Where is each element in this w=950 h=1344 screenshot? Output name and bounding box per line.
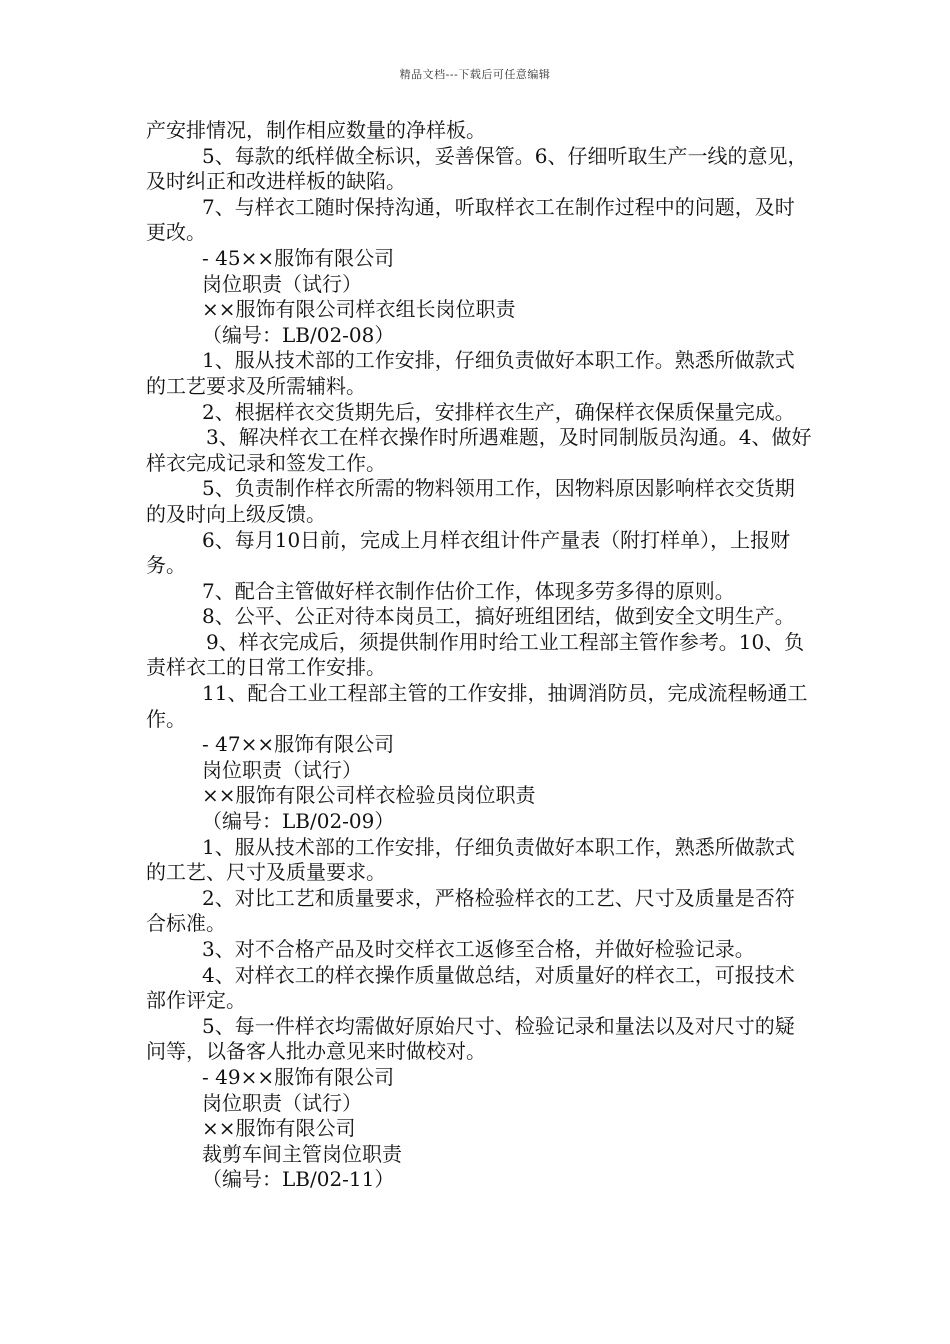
paragraph: 5、每一件样衣均需做好原始尺寸、检验记录和量法以及对尺寸的疑问等，以备客人批办意见来时做校对。 <box>146 1013 795 1064</box>
section-subtitle: 岗位职责（试行） <box>202 271 362 296</box>
document-body <box>146 118 814 1193</box>
paragraph: 8、公平、公正对待本岗员工，搞好班组团结，做到安全文明生产。 <box>202 604 795 629</box>
paragraph: 1、服从技术部的工作安排，仔细负责做好本职工作，熟悉所做款式的工艺、尺寸及质量要求。 <box>146 834 795 885</box>
paragraph: 7、与样衣工随时保持沟通，听取样衣工在制作过程中的问题，及时更改。 <box>146 194 795 245</box>
paragraph: 产安排情况，制作相应数量的净样板。 <box>146 118 486 142</box>
section-number-company: - 45××服饰有限公司 <box>202 245 395 270</box>
paragraph: 6、每月10日前，完成上月样衣组计件产量表（附打样单），上报财务。 <box>146 527 791 578</box>
paragraph: 2、对比工艺和质量要求，严格检验样衣的工艺、尺寸及质量是否符合标准。 <box>146 885 795 936</box>
paragraph: 9、样衣完成后，须提供制作用时给工业工程部主管作参考。10、负责样衣工的日常工作安排。 <box>146 629 805 680</box>
paragraph: 11、配合工业工程部主管的工作安排，抽调消防员，完成流程畅通工作。 <box>146 681 808 731</box>
page-header: 精品文档---下载后可任意编辑 <box>399 68 551 81</box>
section-title: ××服饰有限公司样衣检验员岗位职责 <box>202 783 536 808</box>
section-code: （编号：LB/02-11） <box>202 1167 395 1192</box>
section-number-company: - 49××服饰有限公司 <box>202 1064 395 1089</box>
paragraph: 3、解决样衣工在样衣操作时所遇难题，及时同制版员沟通。4、做好样衣完成记录和签发工作。 <box>146 425 812 475</box>
section-subtitle: 岗位职责（试行） <box>202 757 362 782</box>
paragraph: 1、服从技术部的工作安排，仔细负责做好本职工作。熟悉所做款式的工艺要求及所需辅料。 <box>146 348 795 398</box>
section-title: 裁剪车间主管岗位职责 <box>202 1141 402 1166</box>
section-company: ××服饰有限公司 <box>202 1116 356 1141</box>
section-title: ××服饰有限公司样衣组长岗位职责 <box>202 297 516 322</box>
section-subtitle: 岗位职责（试行） <box>202 1090 362 1115</box>
paragraph: 5、每款的纸样做全标识，妥善保管。6、仔细听取生产一线的意见，及时纠正和改进样板的缺陷。 <box>146 143 808 194</box>
paragraph: 7、配合主管做好样衣制作估价工作，体现多劳多得的原则。 <box>202 578 735 603</box>
paragraph: 4、对样衣工的样衣操作质量做总结，对质量好的样衣工，可报技术部作评定。 <box>146 962 795 1013</box>
paragraph: 3、对不合格产品及时交样衣工返修至合格，并做好检验记录。 <box>202 937 755 961</box>
paragraph: 5、负责制作样衣所需的物料领用工作，因物料原因影响样衣交货期的及时向上级反馈。 <box>146 476 795 526</box>
section-code: （编号：LB/02-08） <box>202 322 395 347</box>
section-number-company: - 47××服饰有限公司 <box>202 732 395 757</box>
section-code: （编号：LB/02-09） <box>202 809 395 834</box>
paragraph: 2、根据样衣交货期先后，安排样衣生产，确保样衣保质保量完成。 <box>202 399 795 424</box>
